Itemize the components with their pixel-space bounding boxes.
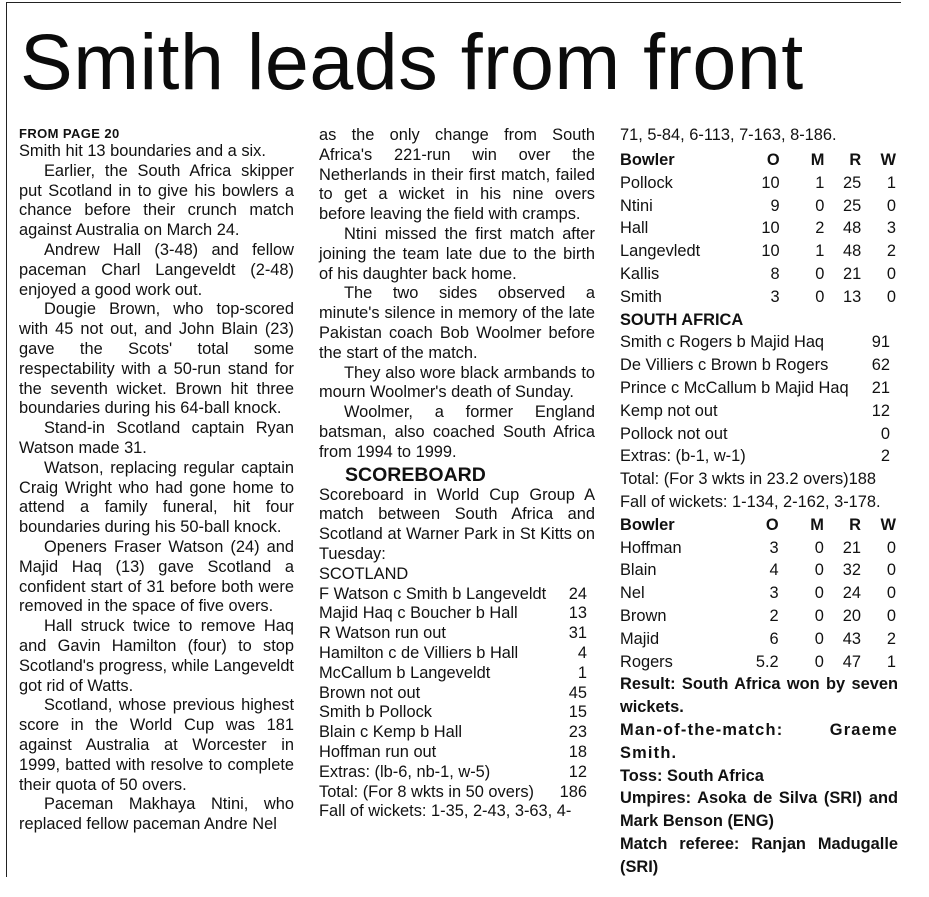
article-column-2	[319, 126, 595, 822]
batsman-runs: 2	[880, 447, 890, 466]
headline: Smith leads from front	[20, 17, 804, 106]
batsman-runs: 21	[871, 378, 890, 397]
batsman-runs: 23	[568, 723, 587, 742]
bowler-o: 8	[770, 264, 780, 283]
bowler-m: 0	[815, 264, 825, 283]
scotland-batting-row	[319, 783, 595, 803]
south-africa-batting-row	[620, 400, 898, 423]
scotland-batting-row	[319, 604, 595, 624]
south-africa-batting-card	[620, 331, 898, 468]
batsman-runs: 18	[568, 742, 587, 761]
batsman-runs: 12	[871, 401, 890, 420]
bowler-r: 13	[842, 287, 862, 306]
bowler-r: 24	[842, 584, 861, 603]
paragraph: Watson, replacing regular captain Craig Wright who had gone home to attend a family funeral, hit four boundaries during his 50-ball knock.	[19, 458, 294, 537]
header-w: W	[880, 515, 896, 534]
scotland-fall-of-wickets: Fall of wickets: 1-35, 2-43, 3-63, 4-	[319, 802, 572, 821]
batsman-name: R Watson run out	[319, 624, 446, 643]
match-referee: Match referee: Ranjan Madugalle (SRI)	[620, 834, 898, 876]
scotland-bowler-row	[620, 559, 896, 582]
batsman-name: McCallum b Langeveldt	[319, 663, 491, 682]
south-africa-bowler-row	[620, 286, 896, 309]
batsman-runs: 0	[880, 424, 890, 443]
south-africa-bowler-row	[620, 172, 896, 195]
bowler-r: 25	[842, 196, 862, 215]
paragraph: Andrew Hall (3-48) and fellow paceman Charl Langeveldt (2-48) enjoyed a good work out.	[19, 240, 294, 299]
scotland-batting-row	[319, 644, 595, 664]
batsman-runs: 186	[559, 782, 587, 801]
bowler-o: 5.2	[755, 652, 779, 671]
scotland-bowler-row	[620, 651, 896, 674]
south-africa-bowling-table	[620, 149, 896, 309]
bowler-name: Hoffman	[620, 538, 682, 557]
scoreboard-intro: Scoreboard in World Cup Group A match between South Africa and Scotland at Warner Park in St Kitts on Tuesday:	[319, 485, 595, 563]
bowler-name: Brown	[620, 606, 667, 625]
bowler-m: 0	[814, 629, 824, 648]
paragraph: Paceman Makhaya Ntini, who replaced fellow paceman Andre Nel	[19, 795, 294, 834]
batsman-name: Hoffman run out	[319, 742, 437, 761]
batsman-name: Brown not out	[319, 683, 421, 702]
bowler-o: 3	[769, 538, 779, 557]
south-africa-bowler-row	[620, 263, 896, 286]
paragraph: The two sides observed a minute's silence in memory of the late Pakistan coach Bob Woolmer before the start of the match.	[319, 284, 595, 362]
south-africa-batting-row	[620, 423, 898, 446]
paragraph: Woolmer, a former England batsman, also coached South Africa from 1994 to 1999.	[319, 403, 595, 461]
paragraph: They also wore black armbands to mourn Woolmer's death of Sunday.	[319, 363, 595, 402]
bowler-name: Rogers	[620, 652, 673, 671]
batsman-runs: 1	[577, 663, 587, 682]
article-column-1	[19, 126, 294, 835]
bowler-name: Kallis	[620, 264, 660, 283]
header-w: W	[880, 151, 896, 169]
scotland-bowler-row	[620, 628, 896, 651]
bowler-m: 0	[815, 196, 825, 215]
batsman-runs: 31	[568, 624, 587, 643]
bowler-o: 10	[761, 242, 780, 261]
bowler-name: Hall	[620, 219, 649, 238]
bowler-name: Nel	[620, 584, 645, 603]
batsman-runs: 12	[568, 762, 587, 781]
bowler-name: Pollock	[620, 173, 673, 192]
scoreboard-heading: SCOREBOARD	[345, 463, 486, 486]
header-r: R	[849, 515, 861, 534]
scotland-batting-row	[319, 703, 595, 723]
bowler-w: 0	[886, 287, 896, 306]
bowler-r: 21	[842, 538, 861, 557]
south-africa-batting-row	[620, 445, 898, 468]
bowler-r: 47	[842, 652, 861, 671]
header-bowler: Bowler	[620, 515, 675, 534]
bowler-m: 0	[815, 287, 825, 306]
bowling-header-row	[620, 149, 896, 172]
bowler-r: 43	[842, 629, 861, 648]
paragraph: Stand-in Scotland captain Ryan Watson made 31.	[19, 419, 294, 457]
batsman-name: Hamilton c de Villiers b Hall	[319, 643, 519, 662]
bowler-w: 2	[886, 629, 896, 648]
header-r: R	[849, 151, 862, 169]
bowler-r: 48	[842, 242, 862, 261]
paragraph: Ntini missed the first match after joining the team late due to the birth of his daughter back home.	[319, 224, 595, 283]
south-africa-batting-row	[620, 377, 898, 400]
left-column-rule	[6, 2, 7, 877]
bowler-w: 0	[886, 561, 896, 580]
bowler-r: 32	[842, 561, 861, 580]
south-africa-bowler-row	[620, 240, 896, 263]
bowler-w: 1	[886, 173, 896, 192]
batsman-runs: 13	[568, 604, 587, 623]
bowler-name: Ntini	[620, 196, 653, 215]
south-africa-total: Total: (For 3 wkts in 23.2 overs)188	[620, 470, 876, 489]
bowling-header-row	[620, 514, 896, 537]
paragraph: Hall struck twice to remove Haq and Gavin Hamilton (four) to stop Scotland's progress, while Langeveldt got rid of Watts.	[19, 617, 294, 695]
match-result: Result: South Africa won by seven wickets.	[620, 675, 898, 717]
batsman-name: F Watson c Smith b Langeveldt	[319, 584, 547, 603]
toss: Toss: South Africa	[620, 766, 764, 785]
bowler-m: 1	[815, 173, 825, 192]
bowler-w: 0	[886, 264, 896, 283]
paragraph: Smith hit 13 boundaries and a six.	[19, 142, 266, 160]
paragraph: Openers Fraser Watson (24) and Majid Haq (13) gave Scotland a confident start of 31 before both were removed in the space of five overs.	[19, 537, 294, 616]
bowler-o: 2	[769, 606, 779, 625]
batsman-runs: 24	[568, 584, 587, 603]
south-africa-batting-row	[620, 331, 898, 354]
batsman-runs: 4	[577, 643, 587, 662]
bowler-o: 10	[761, 219, 780, 238]
paragraph: as the only change from South Africa's 221-run win over the Netherlands in their first match, failed to get a wicket in his nine overs before leaving the field with cramps.	[319, 126, 595, 224]
header-o: O	[765, 515, 779, 534]
top-rule	[6, 2, 901, 3]
batsman-runs: 62	[871, 356, 890, 375]
bowler-o: 6	[769, 629, 779, 648]
batsman-name: De Villiers c Brown b Rogers	[620, 356, 829, 375]
scotland-batting-card	[319, 585, 595, 803]
bowler-o: 3	[770, 287, 780, 306]
scotland-batting-row	[319, 664, 595, 684]
scotland-bowler-row	[620, 537, 896, 560]
bowler-o: 4	[769, 561, 779, 580]
bowler-o: 9	[770, 196, 780, 215]
south-africa-team-label: SOUTH AFRICA	[620, 310, 744, 329]
paragraph: Earlier, the South Africa skipper put Scotland in to give his bowlers a chance before their crunch match against Australia on March 24.	[19, 161, 294, 240]
south-africa-bowler-row	[620, 217, 896, 240]
scotland-batting-row	[319, 684, 595, 704]
paragraph: Dougie Brown, who top-scored with 45 not out, and John Blain (23) gave the Scots' total some respectability with a 50-run stand for the seventh wicket. Brown hit three boundaries during his 64-ball knock.	[19, 300, 294, 418]
header-m: M	[810, 515, 824, 534]
batsman-runs: 91	[871, 333, 890, 352]
batsman-name: Extras: (b-1, w-1)	[620, 447, 746, 466]
batsman-name: Extras: (lb-6, nb-1, w-5)	[319, 762, 491, 781]
scotland-team-label: SCOTLAND	[319, 564, 409, 583]
bowler-m: 0	[814, 561, 824, 580]
scotland-batting-row	[319, 585, 595, 605]
bowler-w: 0	[886, 196, 896, 215]
bowler-w: 0	[886, 538, 896, 557]
scotland-batting-row	[319, 743, 595, 763]
south-africa-bowler-row	[620, 195, 896, 218]
header-bowler: Bowler	[620, 151, 675, 169]
bowler-m: 0	[814, 538, 824, 557]
bowler-m: 0	[814, 584, 824, 603]
bowler-name: Majid	[620, 629, 660, 648]
bowler-r: 21	[842, 264, 862, 283]
scotland-bowler-row	[620, 582, 896, 605]
scotland-bowler-row	[620, 605, 896, 628]
bowler-name: Langevledt	[620, 242, 701, 261]
paragraph: Scotland, whose previous highest score in the World Cup was 181 against Australia at Worcester in 1999, batted with resolve to complete their quota of 50 overs.	[19, 696, 294, 794]
header-m: M	[810, 151, 825, 169]
bowler-r: 25	[842, 173, 862, 192]
batsman-name: Smith b Pollock	[319, 703, 432, 722]
batsman-name: Prince c McCallum b Majid Haq	[620, 378, 849, 397]
bowler-m: 0	[814, 652, 824, 671]
fall-of-wickets-continued: 71, 5-84, 6-113, 7-163, 8-186.	[620, 126, 837, 144]
batsman-runs: 45	[568, 683, 587, 702]
bowler-m: 2	[815, 219, 825, 238]
batsman-name: Kemp not out	[620, 401, 718, 420]
bowler-w: 0	[886, 606, 896, 625]
bowler-w: 2	[886, 242, 896, 261]
header-o: O	[766, 151, 780, 169]
bowler-name: Smith	[620, 287, 662, 306]
scotland-bowling-table	[620, 514, 896, 674]
bowler-o: 3	[769, 584, 779, 603]
bowler-m: 1	[815, 242, 825, 261]
bowler-o: 10	[761, 173, 780, 192]
bowler-r: 48	[842, 219, 862, 238]
bowler-name: Blain	[620, 561, 657, 580]
bowler-w: 0	[886, 584, 896, 603]
batsman-name: Smith c Rogers b Majid Haq	[620, 333, 825, 352]
batsman-name: Total: (For 8 wkts in 50 overs)	[319, 782, 534, 801]
article-column-3	[620, 126, 898, 879]
batsman-name: Majid Haq c Boucher b Hall	[319, 604, 518, 623]
batsman-name: Blain c Kemp b Hall	[319, 723, 463, 742]
batsman-name: Pollock not out	[620, 424, 728, 443]
scotland-batting-row	[319, 624, 595, 644]
umpires: Umpires: Asoka de Silva (SRI) and Mark Benson (ENG)	[620, 789, 898, 831]
bowler-w: 3	[886, 219, 896, 238]
south-africa-fall-of-wickets: Fall of wickets: 1-134, 2-162, 3-178.	[620, 492, 881, 511]
south-africa-batting-row	[620, 354, 898, 377]
bowler-w: 1	[886, 652, 896, 671]
batsman-runs: 15	[568, 703, 587, 722]
bowler-r: 20	[842, 606, 861, 625]
bowler-m: 0	[814, 606, 824, 625]
kicker: FROM PAGE 20	[19, 126, 120, 141]
scotland-batting-row	[319, 763, 595, 783]
scotland-batting-row	[319, 723, 595, 743]
man-of-the-match: Man-of-the-match: Graeme Smith.	[620, 720, 898, 762]
